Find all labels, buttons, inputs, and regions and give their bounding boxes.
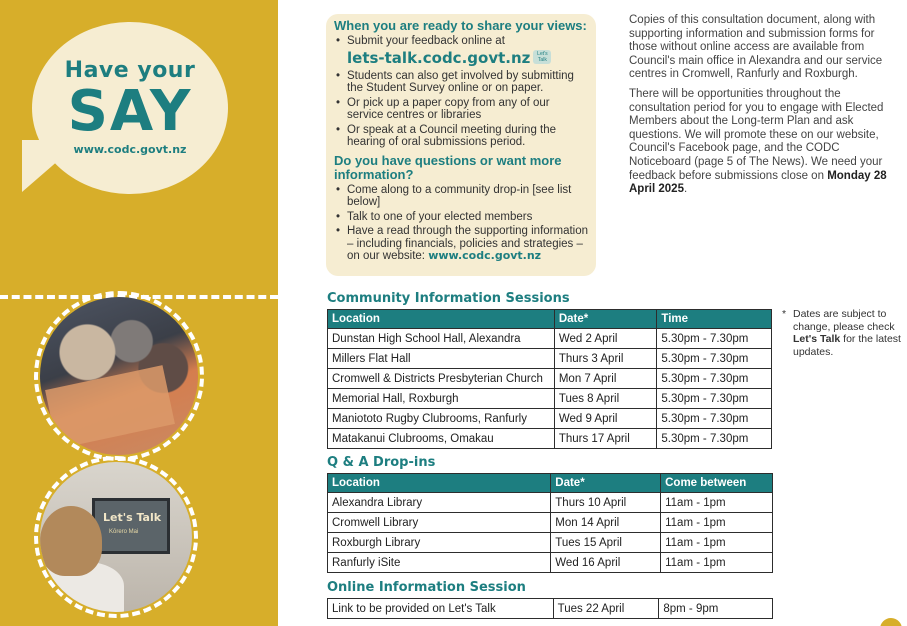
cell-location: Memorial Hall, Roxburgh <box>328 389 555 409</box>
list-item: • Come along to a community drop-in [see list below] <box>334 184 588 209</box>
list-item: • Students can also get involved by submitting the Student Survey online or on paper. <box>334 70 588 95</box>
submission-deadline: Monday 28 April 2025 <box>629 169 887 196</box>
have-your-say-logo <box>32 58 228 156</box>
say-url[interactable]: www.codc.govt.nz <box>73 143 187 156</box>
cell-time: 5.30pm - 7.30pm <box>657 349 772 369</box>
column-header: Come between <box>661 474 773 493</box>
table-row <box>328 409 772 429</box>
table-header-row <box>328 474 773 493</box>
share-views-box <box>326 14 596 276</box>
website-link[interactable]: www.codc.govt.nz <box>428 249 542 262</box>
questions-heading: Do you have questions or want more information? <box>334 152 562 182</box>
note-lets-talk: Let's Talk <box>793 333 841 345</box>
left-panel <box>0 0 278 626</box>
page-number-badge <box>880 618 902 626</box>
copy-paragraph-2 <box>629 88 891 197</box>
cell-location: Millers Flat Hall <box>328 349 555 369</box>
table-row <box>328 553 773 573</box>
cell-date: Mon 14 April <box>551 513 661 533</box>
cell-time: 11am - 1pm <box>661 493 773 513</box>
note-asterisk: * <box>782 308 787 320</box>
cell-time: 11am - 1pm <box>661 533 773 553</box>
note-text <box>782 308 902 358</box>
cell-date: Tues 8 April <box>554 389 657 409</box>
cell-location: Dunstan High School Hall, Alexandra <box>328 329 555 349</box>
cell-time: 5.30pm - 7.30pm <box>657 389 772 409</box>
online-session-title: Online Information Session <box>327 580 526 595</box>
cell-date: Thurs 17 April <box>554 429 657 449</box>
cell-date: Tues 22 April <box>553 599 659 619</box>
table-row <box>328 429 772 449</box>
list-item <box>334 35 588 68</box>
cell-date: Mon 7 April <box>554 369 657 389</box>
cell-time: 5.30pm - 7.30pm <box>657 429 772 449</box>
questions-list <box>334 184 588 263</box>
cell-location: Cromwell Library <box>328 513 551 533</box>
cell-time: 8pm - 9pm <box>659 599 773 619</box>
note-text-a: Dates are subject to change, please check <box>793 308 895 333</box>
lets-talk-logo-icon: Let's Talk <box>533 50 551 64</box>
dates-note <box>782 308 902 358</box>
cell-date: Thurs 3 April <box>554 349 657 369</box>
table-header-row <box>328 310 772 329</box>
share-views-heading: When you are ready to share your views: <box>334 18 587 33</box>
consultation-copy <box>629 14 891 203</box>
dropins-title: Q & A Drop-ins <box>327 455 436 470</box>
cell-location: Roxburgh Library <box>328 533 551 553</box>
table-row <box>328 329 772 349</box>
dropins-table <box>327 473 773 573</box>
photo-ring-2 <box>34 456 198 618</box>
share-views-list <box>334 35 588 149</box>
table-row <box>328 599 773 619</box>
community-sessions-table <box>327 309 772 449</box>
copy-paragraph-2-text: There will be opportunities throughout the consultation period for you to engage with Elected Members about the Long-term Plan and ask questions. We will promote these on our website, Council's Facebook page, and the CODC Noticeboard (page 5 of The News). We need your feedback before submissions close on <box>629 87 884 182</box>
list-item: • Talk to one of your elected members <box>334 211 588 224</box>
cell-time: 11am - 1pm <box>661 513 773 533</box>
table-row <box>328 369 772 389</box>
cell-location: Ranfurly iSite <box>328 553 551 573</box>
cell-time: 5.30pm - 7.30pm <box>657 329 772 349</box>
column-header: Date* <box>554 310 657 329</box>
column-header: Time <box>657 310 772 329</box>
cell-time: 11am - 1pm <box>661 553 773 573</box>
cell-date: Wed 2 April <box>554 329 657 349</box>
photo-screen-sub: Kōrero Mai <box>109 529 139 535</box>
cell-date: Wed 9 April <box>554 409 657 429</box>
cell-location: Matakanui Clubrooms, Omakau <box>328 429 555 449</box>
cell-date: Thurs 10 April <box>551 493 661 513</box>
list-item: • Or pick up a paper copy from any of our service centres or libraries <box>334 97 588 122</box>
say-top-text: Have your <box>64 58 196 83</box>
list-item-text: Have a read through the supporting information – including financials, policies and strategies – on our website: <box>347 225 589 262</box>
copy-period: . <box>683 183 688 196</box>
column-header: Date* <box>551 474 661 493</box>
cell-time: 5.30pm - 7.30pm <box>657 369 772 389</box>
column-header: Location <box>328 474 551 493</box>
list-item-text: Submit your feedback online at <box>347 35 505 47</box>
cell-date: Wed 16 April <box>551 553 661 573</box>
say-big-text: SAY <box>67 79 193 144</box>
cell-date: Tues 15 April <box>551 533 661 553</box>
lets-talk-link[interactable]: lets-talk.codc.govt.nz <box>347 48 531 67</box>
photo-ring-1 <box>34 291 204 461</box>
table-row <box>328 493 773 513</box>
photo-screen-title: Let's Talk <box>103 511 162 524</box>
table-row <box>328 389 772 409</box>
cell-time: 5.30pm - 7.30pm <box>657 409 772 429</box>
cell-location: Alexandra Library <box>328 493 551 513</box>
list-item <box>334 225 588 263</box>
cell-location: Maniototo Rugby Clubrooms, Ranfurly <box>328 409 555 429</box>
note-text-b: for the latest updates. <box>793 333 901 358</box>
table-row <box>328 513 773 533</box>
table-row <box>328 533 773 553</box>
cell-location: Link to be provided on Let's Talk <box>328 599 554 619</box>
cell-location: Cromwell & Districts Presbyterian Church <box>328 369 555 389</box>
table-row <box>328 349 772 369</box>
column-header: Location <box>328 310 555 329</box>
online-session-table <box>327 598 773 619</box>
copy-paragraph-1: Copies of this consultation document, along with supporting information and submission forms for those without online access are available from Council's main office in Alexandra and our service centres in Cromwell, Ranfurly and Roxburgh. <box>629 14 883 81</box>
list-item: • Or speak at a Council meeting during the hearing of oral submissions period. <box>334 124 588 149</box>
community-sessions-title: Community Information Sessions <box>327 291 570 306</box>
